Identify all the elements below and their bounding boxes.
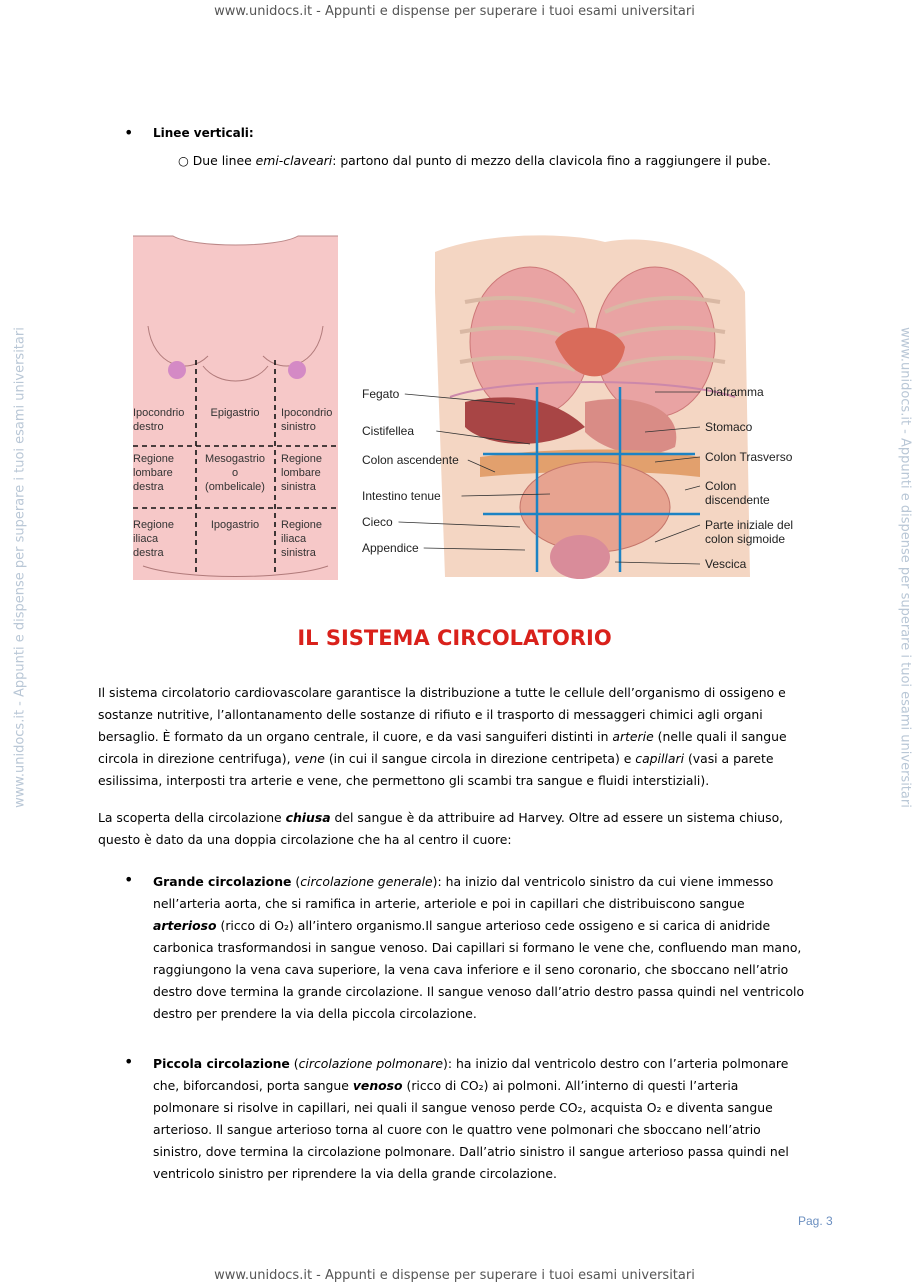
grande-circolazione-item: Grande circolazione (circolazione generale): ha inizio dal ventricolo sinistro da cui viene immesso nell’arteria aorta, che si ramifica in arterie, arteriole e poi in capillari che distribuiscono sangue arterioso (ricco di O₂) all’intero organismo.Il sangue arterioso cede ossigeno e si carica di anidride carbonica trasformandosi in sangue venoso. Dai capillari si formano le vene che, confluendo man mano, raggiungono la vena cava superiore, la vena cava inferiore e il seno coronario, che sboccano nell’atrio destro dove termina la grande circolazione. Il sangue venoso dall’atrio destro passa quindi nel ventricolo destro per prendere la via della piccola circolazione. xyxy=(153,874,805,1021)
organ-label-right: Stomaco xyxy=(705,420,753,434)
organ-label-left: Intestino tenue xyxy=(362,489,441,503)
side-watermark-left: www.unidocs.it - Appunti e dispense per superare i tuoi esami universitari xyxy=(12,327,28,808)
region-label: Regione iliaca destra xyxy=(133,519,174,559)
region-label: Epigastrio xyxy=(210,407,260,419)
organ-label-right: Vescica xyxy=(705,557,747,571)
bullet-dot-icon: • xyxy=(124,1052,134,1071)
right-nipple xyxy=(288,361,306,379)
bullet-dot-icon: • xyxy=(124,123,134,142)
page-number: Pag. 3 xyxy=(798,1214,833,1228)
organ-label-right: Colon discendente xyxy=(705,479,770,507)
harvey-paragraph: La scoperta della circolazione chiusa del sangue è da attribuire ad Harvey. Oltre ad essere un sistema chiuso, questo è dato da una doppia circolazione che ha al centro il cuore: xyxy=(98,810,784,847)
bladder xyxy=(550,535,610,579)
organ-label-left: Appendice xyxy=(362,541,419,555)
region-label: Regione lombare destra xyxy=(133,453,174,493)
side-watermark-right: www.unidocs.it - Appunti e dispense per superare i tuoi esami universitari xyxy=(897,327,913,808)
region-label: Mesogastrio o (ombelicale) xyxy=(205,453,265,493)
vertical-lines-heading: Linee verticali: xyxy=(153,126,254,140)
footer-watermark: www.unidocs.it - Appunti e dispense per superare i tuoi esami universitari xyxy=(214,1268,695,1283)
header-watermark: www.unidocs.it - Appunti e dispense per superare i tuoi esami universitari xyxy=(214,4,695,19)
left-nipple xyxy=(168,361,186,379)
circle-bullet-icon: ○ xyxy=(178,153,193,168)
piccola-circolazione-item: Piccola circolazione (circolazione polmonare): ha inizio dal ventricolo destro con l’arteria polmonare che, biforcandosi, porta sangue venoso (ricco di CO₂) ai polmoni. All’interno di questi l’arteria polmonare si risolve in capillari, nei quali il sangue venoso perde CO₂, acquista O₂ e diventa sangue arterioso. Il sangue arterioso torna al cuore con le quattro vene polmonari che sboccano nell’atrio sinistro, dove termina la circolazione polmonare. Dall’atrio sinistro il sangue arterioso passa quindi nel ventricolo sinistro per riprendere la via della grande circolazione. xyxy=(153,1056,789,1181)
abdominal-organs-figure xyxy=(355,232,825,582)
abdominal-regions-figure xyxy=(133,236,338,580)
emi-claveari-term: emi-claveari xyxy=(255,153,333,168)
region-label: Regione lombare sinistra xyxy=(281,453,322,493)
organ-label-right: Colon Trasverso xyxy=(705,450,793,464)
circulatory-intro-paragraph: Il sistema circolatorio cardiovascolare garantisce la distribuzione a tutte le cellule dell’organismo di ossigeno e sostanze nutritive, l’allontanamento delle sostanze di rifiuto e il trasporto di messaggeri chimici agli organi bersaglio. È formato da un organo centrale, il cuore, e da vasi sanguiferi distinti in arterie (nelle quali il sangue circola in direzione centrifuga), vene (in cui il sangue circola in direzione centripeta) e capillari (vasi a parete esilissima, interposti tra arterie e vene, che permettono gli scambi tra sangue e fluidi interstiziali). xyxy=(98,685,787,788)
region-label: Ipogastrio xyxy=(210,519,260,531)
organ-label-left: Fegato xyxy=(362,387,400,401)
bullet-dot-icon: • xyxy=(124,870,134,889)
organ-label-right: Diaframma xyxy=(705,385,764,399)
region-label: Ipocondrio destro xyxy=(133,407,185,433)
organ-label-left: Colon ascendente xyxy=(362,453,459,467)
region-label: Regione iliaca sinistra xyxy=(281,519,322,559)
region-label: Ipocondrio sinistro xyxy=(281,407,333,433)
organ-label-left: Cieco xyxy=(362,515,393,529)
section-title: IL SISTEMA CIRCOLATORIO xyxy=(297,626,612,650)
organ-label-left: Cistifellea xyxy=(362,424,415,438)
organ-label-right: Parte iniziale del colon sigmoide xyxy=(705,518,794,546)
sub-bullet: ○ Due linee emi-claveari: partono dal punto di mezzo della clavicola fino a raggiungere il pube. xyxy=(178,153,771,168)
